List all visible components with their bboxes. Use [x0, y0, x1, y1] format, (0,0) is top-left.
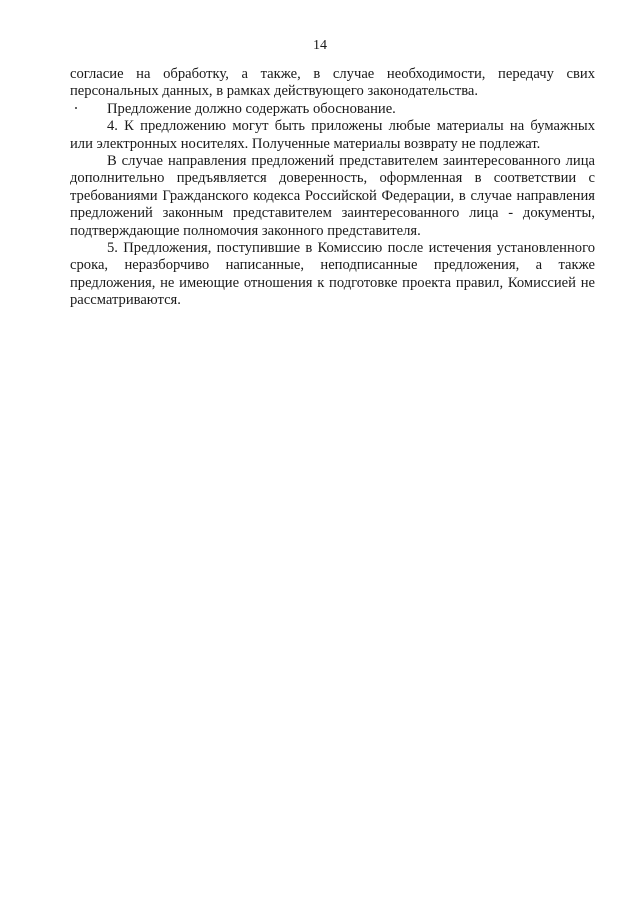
paragraph-item-5-rejection: 5. Предложения, поступившие в Комиссию после истечения установленного срока, неразборчиво написанные, неподписанные предложения, а также предложения, не имеющие отношения к подготовке проекта правил, Комиссией не рассматриваются. [70, 240, 595, 309]
paragraph-consent-continuation: согласие на обработку, а также, в случае необходимости, передачу свих персональных данных, в рамках действующего законодательства. [70, 66, 595, 100]
document-body [70, 66, 595, 310]
page-number: 14 [313, 38, 327, 53]
paragraph-representative: В случае направления предложений представителем заинтересованного лица дополнительно предъявляется доверенность, оформленная в соответствии с требованиями Гражданского кодекса Российской Федерации, в случае направления предложений законным представителем заинтересованного лица - документы, подтверждающие полномочия законного представителя. [70, 153, 595, 239]
paragraph-justification: Предложение должно содержать обоснование. [107, 100, 396, 117]
paragraph-item-4-attachments: 4. К предложению могут быть приложены любые материалы на бумажных или электронных носителях. Полученные материалы возврату не подлежат. [70, 118, 595, 152]
